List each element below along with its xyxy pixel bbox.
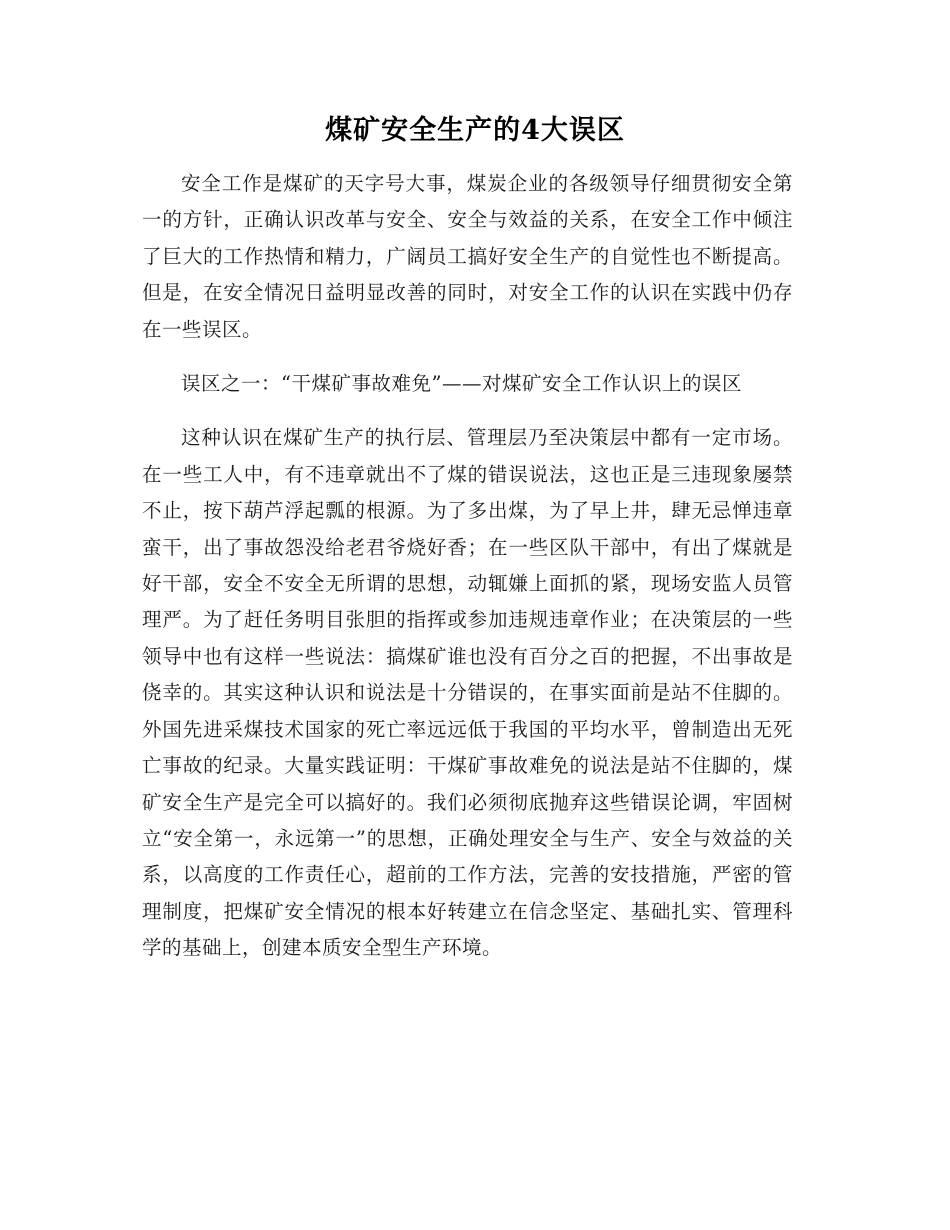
document-body [142, 166, 793, 967]
paragraph-misconception-1-body: 这种认识在煤矿生产的执行层、管理层乃至决策层中都有一定市场。在一些工人中，有不违章就出不了煤的错误说法，这也正是三违现象屡禁不止，按下葫芦浮起瓢的根源。为了多出煤，为了早上井，肆无忌惮违章蛮干，出了事故怨没给老君爷烧好香；在一些区队干部中，有出了煤就是好干部，安全不安全无所谓的思想，动辄嫌上面抓的紧，现场安监人员管理严。为了赶任务明目张胆的指挥或参加违规违章作业；在决策层的一些领导中也有这样一些说法：搞煤矿谁也没有百分之百的把握，不出事故是侥幸的。其实这种认识和说法是十分错误的，在事实面前是站不住脚的。外国先进采煤技术国家的死亡率远远低于我国的平均水平，曾制造出无死亡事故的纪录。大量实践证明：干煤矿事故难免的说法是站不住脚的，煤矿安全生产是完全可以搞好的。我们必须彻底抛弃这些错误论调，牢固树立“安全第一，永远第一”的思想，正确处理安全与生产、安全与效益的关系，以高度的工作责任心，超前的工作方法，完善的安技措施，严密的管理制度，把煤矿安全情况的根本好转建立在信念坚定、基础扎实、管理科学的基础上，创建本质安全型生产环境。 [142, 426, 793, 960]
paragraph-intro: 安全工作是煤矿的天字号大事，煤炭企业的各级领导仔细贯彻安全第一的方针，正确认识改革与安全、安全与效益的关系，在安全工作中倾注了巨大的工作热情和精力，广阔员工搞好安全生产的自觉性也不断提高。但是，在安全情况日益明显改善的同时，对安全工作的认识在实践中仍存在一些误区。 [142, 172, 793, 341]
document-title: 煤矿安全生产的4大误区 [325, 115, 625, 146]
paragraph-heading-misconception-1: 误区之一：“干煤矿事故难免”——对煤矿安全工作认识上的误区 [181, 372, 742, 396]
